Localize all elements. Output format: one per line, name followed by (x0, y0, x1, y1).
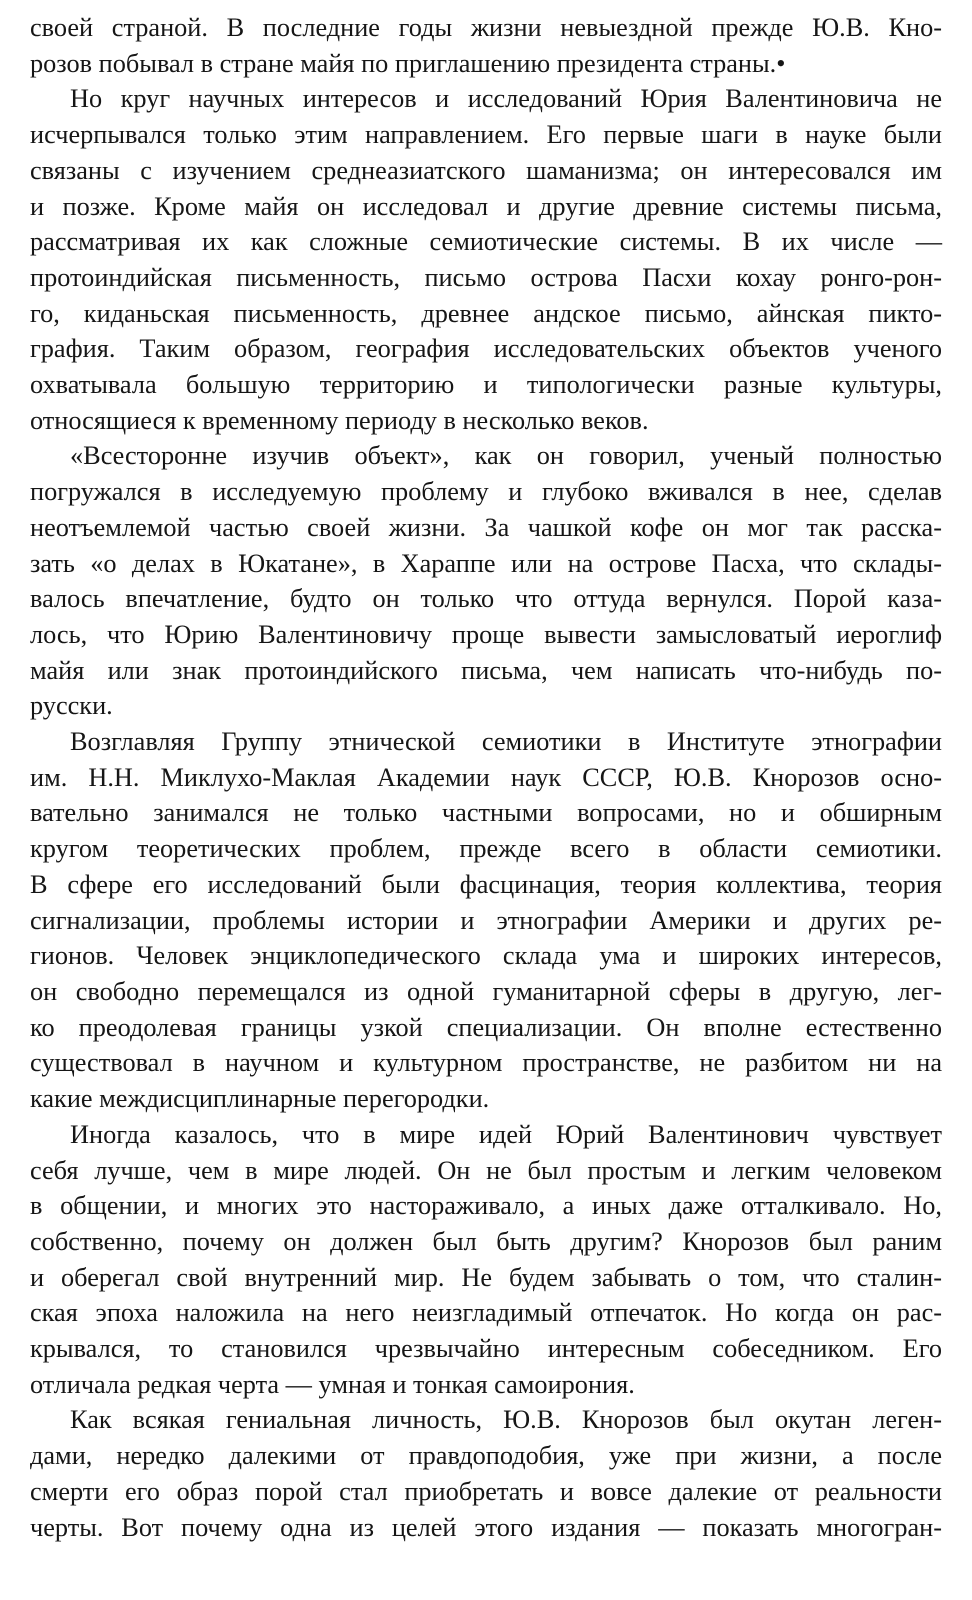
text-line: графия. Таким образом, география исследовательских объектов ученого (30, 334, 942, 364)
text-line: Как всякая гениальная личность, Ю.В. Кнорозов был окутан леген- (70, 1405, 942, 1435)
text-line: крывался, то становился чрезвычайно интересным собеседником. Его (30, 1334, 942, 1364)
paragraph-3 (30, 438, 942, 724)
text-line: ская эпоха наложила на него неизгладимый отпечаток. Но когда он рас- (30, 1298, 942, 1328)
text-line: существовал в научном и культурном пространстве, не разбитом ни на (30, 1048, 942, 1078)
paragraph-6 (30, 1402, 942, 1545)
document-page (30, 10, 942, 1590)
text-line: и оберегал свой внутренний мир. Не будем забывать о том, что сталин- (30, 1262, 942, 1292)
text-line: валось впечатление, будто он только что оттуда вернулся. Порой каза- (30, 584, 942, 614)
paragraph-1 (30, 10, 942, 81)
paragraph-4 (30, 724, 942, 1117)
text-line: неотъемлемой частью своей жизни. За чашкой кофе он мог так расска- (30, 512, 942, 542)
text-line: погружался в исследуемую проблему и глубоко вживался в нее, сделав (30, 477, 942, 507)
text-line: «Всесторонне изучив объект», как он говорил, ученый полностью (70, 441, 942, 471)
text-line: какие междисциплинарные перегородки. (30, 1084, 490, 1114)
text-line: сигнализации, проблемы истории и этнографии Америки и других ре- (30, 905, 942, 935)
text-line: го, киданьская письменность, древнее андское письмо, айнская пикто- (30, 298, 942, 328)
text-line: черты. Вот почему одна из целей этого издания — показать многогран- (30, 1512, 942, 1542)
text-line: зать «о делах в Юкатане», в Хараппе или на острове Пасха, что склады- (30, 548, 942, 578)
text-line: вательно занимался не только частными вопросами, но и обширным (30, 798, 942, 828)
text-line: майя или знак протоиндийского письма, чем написать что-нибудь по- (30, 655, 942, 685)
text-line: кругом теоретических проблем, прежде всего в области семиотики. (30, 834, 942, 864)
paragraph-2 (30, 81, 942, 438)
text-line: лось, что Юрию Валентиновичу проще вывести замысловатый иероглиф (30, 619, 942, 649)
text-line: в общении, и многих это настораживало, а иных даже отталкивало. Но, (30, 1191, 942, 1221)
text-line: он свободно перемещался из одной гуманитарной сферы в другую, лег- (30, 976, 942, 1006)
text-line: и позже. Кроме майя он исследовал и другие древние системы письма, (30, 191, 942, 221)
text-line: рассматривая их как сложные семиотические системы. В их числе — (30, 227, 942, 257)
text-line: своей страной. В последние годы жизни невыездной прежде Ю.В. Кно- (30, 13, 942, 42)
text-line: исчерпывался только этим направлением. Его первые шаги в науке были (30, 120, 942, 150)
text-line: В сфере его исследований были фасцинация, теория коллектива, теория (30, 869, 942, 899)
text-line: протоиндийская письменность, письмо острова Пасхи кохау ронго-рон- (30, 262, 942, 292)
text-line: охватывала большую территорию и типологически разные культуры, (30, 370, 942, 400)
paragraph-5 (30, 1117, 942, 1403)
text-line: ко преодолевая границы узкой специализации. Он вполне естественно (30, 1012, 942, 1042)
text-line: Но круг научных интересов и исследований Юрия Валентиновича не (70, 84, 942, 114)
text-line: дами, нередко далекими от правдоподобия, уже при жизни, а после (30, 1441, 942, 1471)
text-line: русски. (30, 691, 113, 721)
text-line: Возглавляя Группу этнической семиотики в Институте этнографии (70, 727, 942, 757)
text-line: связаны с изучением среднеазиатского шаманизма; он интересовался им (30, 155, 942, 185)
text-line: гионов. Человек энциклопедического склада ума и широких интересов, (30, 941, 942, 971)
text-line: смерти его образ порой стал приобретать и вовсе далекие от реальности (30, 1476, 942, 1506)
text-line: им. Н.Н. Миклухо-Маклая Академии наук СССР, Ю.В. Кнорозов осно- (30, 762, 942, 792)
text-line: розов побывал в стране майя по приглашению президента страны.• (30, 48, 786, 78)
text-line: себя лучше, чем в мире людей. Он не был простым и легким человеком (30, 1155, 942, 1185)
text-line: отличала редкая черта — умная и тонкая самоирония. (30, 1369, 635, 1399)
text-line: собственно, почему он должен был быть другим? Кнорозов был раним (30, 1226, 942, 1256)
text-line: относящиеся к временному периоду в несколько веков. (30, 405, 649, 435)
text-line: Иногда казалось, что в мире идей Юрий Валентинович чувствует (70, 1119, 942, 1149)
